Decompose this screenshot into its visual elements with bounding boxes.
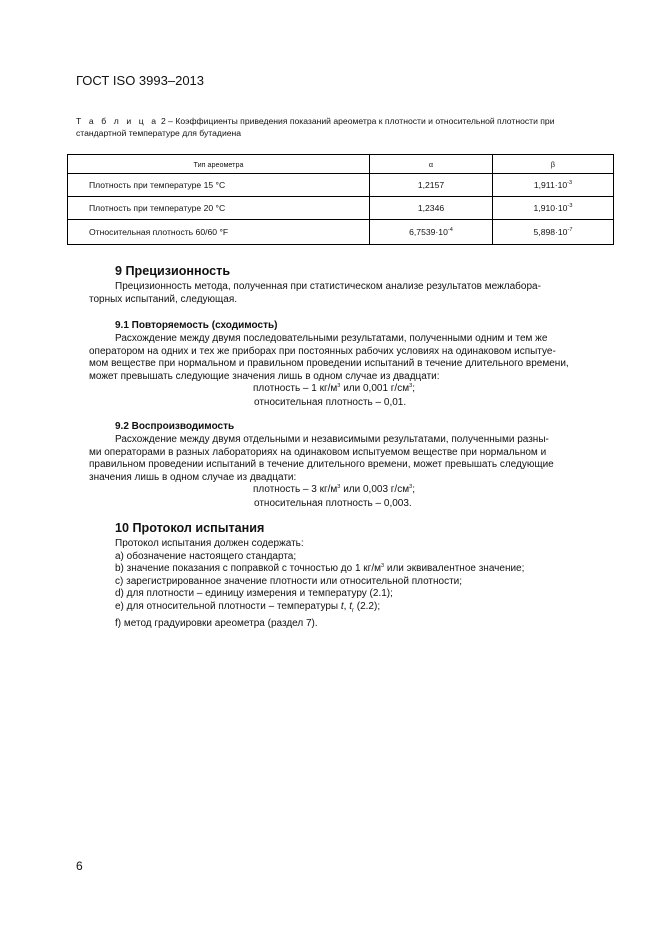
superscript: 3	[409, 484, 413, 490]
coefficients-table	[67, 154, 614, 245]
alpha-exponent: -4	[447, 227, 453, 233]
value-text: или 0,003 г/см	[340, 484, 410, 495]
list-item: a) обозначение настоящего стандарта;	[115, 550, 297, 562]
beta-exponent: -3	[567, 180, 573, 186]
table-caption-text-1: – Коэффициенты приведения показаний ареометра к плотности и относительной плотности при	[165, 116, 555, 126]
table-row	[68, 197, 614, 220]
beta-base: 5,898·10	[533, 227, 568, 237]
beta-exponent: -3	[567, 203, 573, 209]
list-item	[115, 601, 524, 618]
alpha-cell: 1,2346	[370, 197, 493, 220]
subscript: r	[351, 607, 354, 614]
column-header: α	[370, 155, 493, 174]
text-line: Прецизионность метода, полученная при статистическом анализе результатов межлабора-	[115, 281, 541, 292]
superscript: 3	[380, 563, 385, 570]
table-row	[68, 174, 614, 197]
text-line: может превышать следующие значения лишь в одном случае из двадцати:	[89, 370, 440, 382]
row-label: Плотность при температуре 20 °C	[68, 197, 370, 220]
alpha-cell: 1,2157	[370, 174, 493, 197]
list-intro: Протокол испытания должен содержать:	[115, 538, 304, 549]
list-item-text: или эквивалентное значение;	[384, 563, 525, 575]
row-label: Относительная плотность 60/60 °F	[68, 220, 370, 245]
column-header: Тип ареометра	[68, 155, 370, 174]
list-item	[115, 563, 524, 576]
list-item-text: b) значение показания с поправкой с точностью до 1 кг/м	[115, 563, 381, 575]
list-item-text: (2.2);	[353, 600, 381, 612]
section-9-2-paragraph	[89, 434, 610, 484]
text-line: оператором на одних и тех же приборах при постоянных рабочих условиях на одинаковом испытуе-	[89, 345, 556, 357]
superscript: 3	[337, 484, 341, 490]
text-line: ми операторами в разных лабораториях на одинаковом испытуемом веществе при нормальном и	[89, 446, 547, 458]
value-text: ;	[412, 383, 415, 394]
alpha-cell	[370, 220, 493, 245]
column-header: β	[493, 155, 614, 174]
repeatability-density-value	[253, 383, 415, 396]
list-item-text: ,	[343, 600, 350, 612]
section-9-paragraph	[89, 281, 610, 306]
beta-exponent: -7	[567, 227, 573, 233]
reproducibility-density-value	[253, 484, 415, 497]
temperature-symbol: t	[340, 600, 344, 612]
text-line: торных испытаний, следующая.	[89, 293, 238, 305]
beta-cell	[493, 197, 614, 220]
table-header-row	[68, 155, 614, 174]
text-line: Расхождение между двумя отдельными и независимыми результатами, полученными разны-	[115, 434, 549, 445]
list-item-text: e) для относительной плотности – температуры	[115, 600, 341, 612]
beta-base: 1,910·10	[533, 203, 568, 213]
section-9-heading: 9 Прецизионность	[115, 264, 231, 278]
temperature-symbol: t	[349, 600, 352, 612]
section-10-list	[115, 538, 524, 630]
list-item: f) метод градуировки ареометра (раздел 7).	[115, 617, 318, 629]
section-10-heading: 10 Протокол испытания	[115, 521, 265, 535]
table-caption	[76, 115, 611, 139]
value-text: ;	[412, 484, 415, 495]
table-caption-prefix: Т а б л и ц а	[76, 116, 159, 126]
value-text: плотность – 1 кг/м	[253, 383, 338, 394]
alpha-base: 6,7539·10	[409, 227, 448, 237]
text-line: Расхождение между двумя последовательными результатами, полученными одним и тем же	[115, 333, 548, 344]
section-9-2-heading: 9.2 Воспроизводимость	[115, 421, 235, 432]
value-text: плотность – 3 кг/м	[253, 484, 338, 495]
table-caption-number: 2	[160, 116, 166, 126]
section-9-1-heading: 9.1 Повторяемость (сходимость)	[115, 320, 278, 331]
beta-cell	[493, 174, 614, 197]
value-text: или 0,001 г/см	[340, 383, 410, 394]
text-line: значения лишь в одном случае из двадцати:	[89, 471, 297, 483]
beta-base: 1,911·10	[533, 180, 568, 190]
text-line: правильном проведении испытаний в течение длительного времени, может превышать следующие	[89, 459, 554, 471]
beta-cell	[493, 220, 614, 245]
list-item: d) для плотности – единицу измерения и температуру (2.1);	[115, 588, 393, 600]
table-row	[68, 220, 614, 245]
section-9-1-paragraph	[89, 333, 610, 383]
list-item: c) зарегистрированное значение плотности или относительной плотности;	[115, 575, 463, 587]
table-caption-text-2: стандартной температуре для бутадиена	[76, 128, 242, 138]
text-line: мом веществе при нормальном и правильном проведении испытаний в течение длительного времени,	[89, 358, 569, 370]
repeatability-relative-density-value: относительная плотность – 0,01.	[254, 397, 407, 408]
superscript: 3	[409, 383, 413, 389]
reproducibility-relative-density-value: относительная плотность – 0,003.	[254, 498, 412, 509]
page-number: 6	[76, 859, 83, 873]
superscript: 3	[337, 383, 341, 389]
row-label: Плотность при температуре 15 °C	[68, 174, 370, 197]
document-header: ГОСТ ISO 3993–2013	[76, 73, 205, 88]
